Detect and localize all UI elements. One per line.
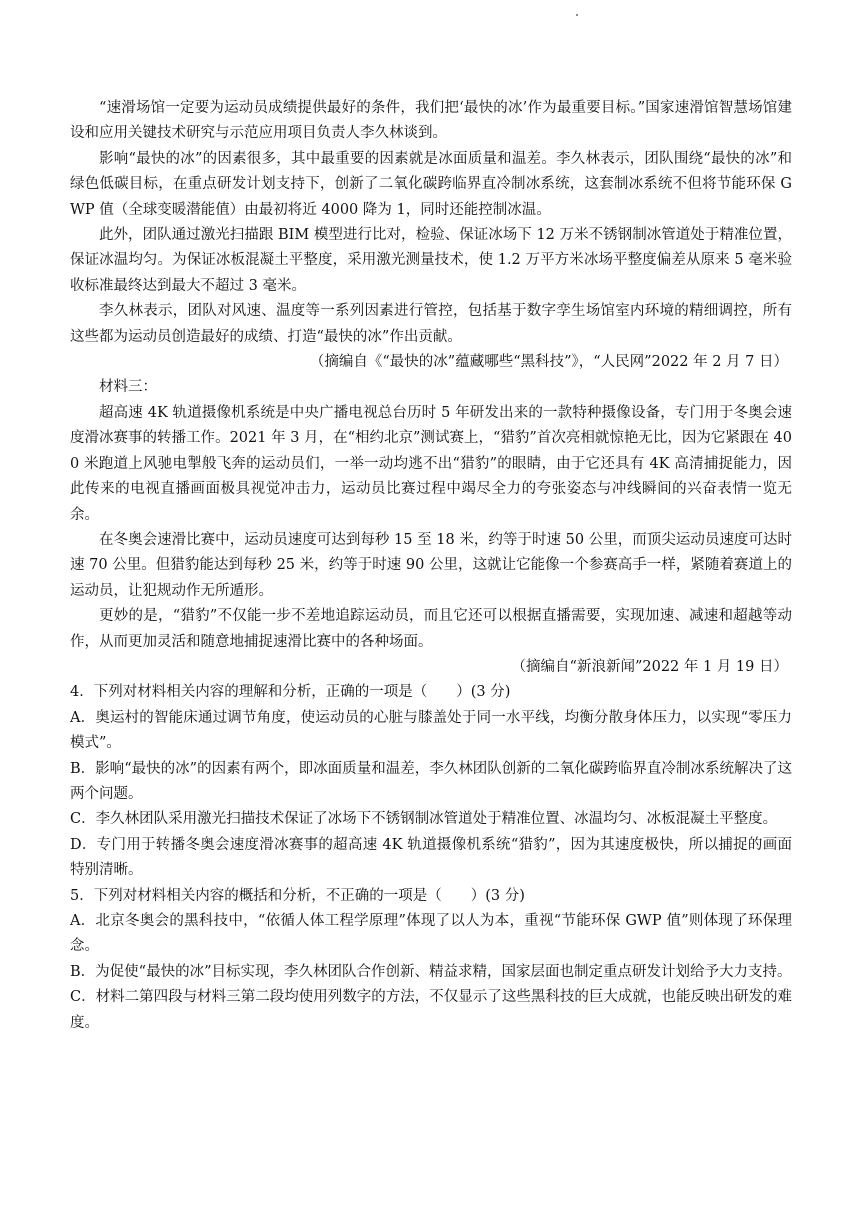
material2-source: （摘编自《“最快的冰”蕴藏哪些“黑科技”》，“人民网”2022 年 2 月 7 日） — [309, 354, 788, 371]
material2-paragraph-1: “速滑场馆一定要为运动员成绩提供最好的条件，我们把‘最快的冰’作为最重要目标。”国家速滑馆智慧场馆建设和应用关键技术研究与示范应用项目负责人李久林谈到。 — [70, 100, 792, 142]
material2-paragraph-2: 影响“最快的冰”的因素很多，其中最重要的因素就是冰面质量和温差。李久林表示，团队围绕“最快的冰”和绿色低碳目标，在重点研发计划支持下，创新了二氧化碳跨临界直冷制冰系统，这套制冰系统不但将节能环保 GWP 值（全球变暖潜能值）由最初将近 4000 降为 1，同时还能控制冰温。 — [70, 150, 792, 218]
question-4-stem: 4．下列对材料相关内容的理解和分析，正确的一项是（ ）(3 分) — [70, 684, 511, 701]
question-4-option-c: C．李久林团队采用激光扫描技术保证了冰场下不锈钢制冰管道处于精准位置、冰温均匀、冰板混凝土平整度。 — [70, 811, 778, 828]
material2-paragraph-3: 此外，团队通过激光扫描跟 BIM 模型进行比对，检验、保证冰场下 12 万米不锈钢制冰管道处于精准位置，保证冰温均匀。为保证冰板混凝土平整度，采用激光测量技术，使 1.2 万平方米冰场平整度偏差从原来 5 毫米验收标准最终达到最大不超过 3 毫米。 — [70, 227, 792, 294]
page-dot — [576, 14, 578, 16]
question-4-option-a: A．奥运村的智能床通过调节角度，使运动员的心脏与膝盖处于同一水平线，均衡分散身体压力，以实现“零压力模式”。 — [70, 709, 792, 752]
question-5-stem: 5．下列对材料相关内容的概括和分析，不正确的一项是（ ）(3 分) — [70, 887, 525, 904]
document-body — [70, 96, 792, 1036]
question-5-option-b: B．为促使“最快的冰”目标实现，李久林团队合作创新、精益求精，国家层面也制定重点研发计划给予大力支持。 — [70, 963, 792, 980]
material3-heading: 材料三： — [99, 379, 157, 396]
question-5-option-a: A．北京冬奥会的黑科技中，“依循人体工程学原理”体现了以人为本，重视“节能环保 GWP 值”则体现了环保理念。 — [70, 913, 792, 955]
question-4-option-d: D．专门用于转播冬奥会速度滑冰赛事的超高速 4K 轨道摄像机系统“猎豹”，因为其速度极快，所以捕捉的画面特别清晰。 — [70, 836, 792, 879]
question-5 — [70, 884, 792, 1036]
question-4-option-b: B．影响“最快的冰”的因素有两个，即冰面质量和温差，李久林团队创新的二氧化碳跨临界直冷制冰系统解决了这两个问题。 — [70, 760, 792, 802]
material3-paragraph-2: 在冬奥会速滑比赛中，运动员速度可达到每秒 15 至 18 米，约等于时速 50 公里，而顶尖运动员速度可达时速 70 公里。但猎豹能达到每秒 25 米，约等于时速 90 公里，这就让它能像一个参赛高手一样，紧随着赛道上的运动员，让犯规动作无所遁形。 — [70, 531, 792, 599]
material2-paragraph-4: 李久林表示，团队对风速、温度等一系列因素进行管控，包括基于数字孪生场馆室内环境的精细调控，所有这些都为运动员创造最好的成绩、打造“最快的冰”作出贡献。 — [70, 303, 792, 345]
material3-source: （摘编自“新浪新闻”2022 年 1 月 19 日） — [511, 658, 788, 675]
question-4 — [70, 680, 792, 883]
question-5-option-c: C．材料二第四段与材料三第二段均使用列数字的方法，不仅显示了这些黑科技的巨大成就，也能反映出研发的难度。 — [70, 989, 792, 1031]
material3-paragraph-3: 更妙的是，“猎豹”不仅能一步不差地追踪运动员，而且它还可以根据直播需要，实现加速、减速和超越等动作，从而更加灵活和随意地捕捉速滑比赛中的各种场面。 — [70, 608, 792, 650]
material3-paragraph-1: 超高速 4K 轨道摄像机系统是中央广播电视总台历时 5 年研发出来的一款特种摄像设备，专门用于冬奥会速度滑冰赛事的转播工作。2021 年 3 月，在“相约北京”测试赛上，“猎豹”首次亮相就惊艳无比，因为它紧跟在 400 米跑道上风驰电掣般飞奔的运动员们，一举一动均逃不出“猎豹”的眼睛，由于它还具有 4K 高清捕捉能力，因此传来的电视直播画面极具视觉冲击力，运动员比赛过程中竭尽全力的夸张姿态与冲线瞬间的兴奋表情一览无余。 — [70, 404, 792, 523]
